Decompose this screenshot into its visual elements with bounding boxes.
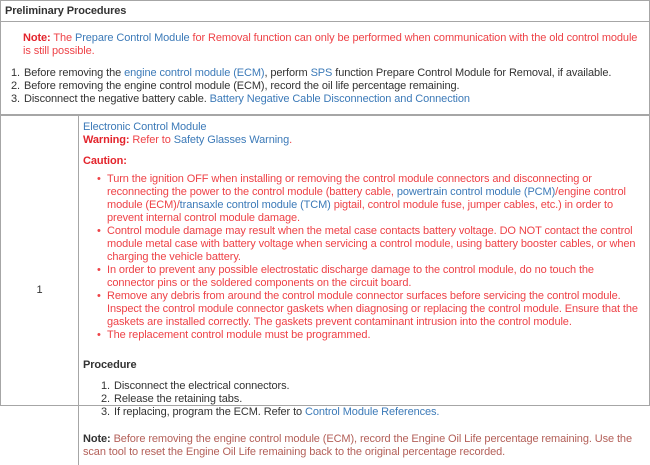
step-text: [24, 93, 470, 105]
link-control-module-references[interactable]: Control Module References.: [305, 406, 440, 418]
caution-item: [107, 329, 641, 342]
list-item: [11, 80, 643, 93]
note-label: Note:: [23, 32, 51, 44]
step-text: [24, 67, 611, 79]
list-marker: 1.: [11, 67, 20, 79]
procedure-steps: [83, 380, 641, 419]
note-text: [23, 32, 637, 57]
text-segment: Release the retaining tabs.: [113, 393, 243, 405]
list-item: [101, 393, 641, 406]
text-segment: for Removal function can only be performed when communication with the old control module is still possible.: [23, 32, 638, 57]
link-sps[interactable]: SPS: [310, 67, 333, 79]
text-segment: Control module damage may result when the metal case contacts battery voltage. DO NOT contact the control module metal case with battery voltage when servicing a control module, using battery booster cables, or when charging the vehicle battery.: [107, 225, 636, 263]
list-marker: 1.: [101, 380, 110, 392]
text-segment: If replacing, program the ECM. Refer to: [113, 406, 306, 418]
text-segment: Before removing the engine control module (ECM), record the Engine Oil Life percentage remaining. Use the scan tool to reset the Engine Oil Life remaining back to the original percentage recorded.: [83, 433, 632, 458]
caution-text: [107, 264, 594, 289]
text-segment: Disconnect the negative battery cable.: [23, 93, 210, 105]
row-number: 1: [36, 284, 43, 296]
link-transaxle-control-module[interactable]: transaxle control module (TCM): [179, 199, 331, 211]
row-number-cell: [1, 116, 79, 465]
text-segment: Before removing the engine control module (ECM), record the oil life percentage remaining.: [23, 80, 460, 92]
procedure-heading: Procedure: [83, 359, 137, 371]
list-item: [101, 380, 641, 393]
module-title: [83, 121, 641, 134]
text-segment: .: [289, 134, 293, 146]
preliminary-note: [23, 32, 643, 58]
caution-text: [107, 290, 638, 328]
preliminary-steps: [11, 67, 643, 106]
text-segment: pigtail, control module fuse, jumper cables, etc.) in order to prevent internal control module damage.: [107, 199, 614, 224]
text-segment: function Prepare Control Module for Removal, if available.: [332, 67, 612, 79]
list-item: [11, 93, 643, 106]
text-segment: Refer to: [129, 134, 174, 146]
caution-item: [107, 173, 641, 225]
procedure-table-row: [1, 115, 649, 465]
step-text: [114, 380, 289, 392]
link-battery-negative-cable[interactable]: Battery Negative Cable Disconnection and Connection: [209, 93, 470, 105]
text-segment: , perform: [264, 67, 311, 79]
list-marker: 2.: [11, 80, 20, 92]
text-segment: Before removing the: [23, 67, 125, 79]
module-title-link[interactable]: Electronic Control Module: [83, 121, 207, 133]
step-text: [24, 80, 460, 92]
procedure-content-cell: [79, 116, 649, 465]
step-text: [114, 393, 242, 405]
warning-line: [83, 134, 641, 147]
note-text: [83, 433, 632, 458]
caution-text: [107, 173, 626, 224]
link-engine-control-module[interactable]: engine control module (ECM): [124, 67, 265, 79]
bottom-note: [83, 433, 641, 465]
caution-text: [107, 329, 370, 341]
caution-label: Caution:: [83, 155, 127, 167]
text-segment: Turn the ignition OFF when installing or removing the control module connectors and disconnecting or reconnecting the power to the control module (battery cable,: [107, 173, 592, 198]
text-segment: In order to prevent any possible electrostatic discharge damage to the control module, do no touch the connector pins or the soldered components on the circuit board.: [107, 264, 594, 289]
link-prepare-control-module[interactable]: Prepare Control Module: [74, 32, 190, 44]
text-segment: /engine control module (ECM)/: [107, 186, 626, 211]
text-segment: The replacement control module must be programmed.: [107, 329, 371, 341]
caution-item: [107, 264, 641, 290]
list-marker: 3.: [11, 93, 20, 105]
list-marker: 2.: [101, 393, 110, 405]
list-item: [101, 406, 641, 419]
list-item: [11, 67, 643, 80]
text-segment: Disconnect the electrical connectors.: [113, 380, 290, 392]
warning-label: Warning:: [83, 134, 130, 146]
step-text: [114, 406, 439, 418]
caution-item: [107, 225, 641, 264]
caution-item: [107, 290, 641, 329]
link-safety-glasses-warning[interactable]: Safety Glasses Warning: [173, 134, 290, 146]
list-marker: 3.: [101, 406, 110, 418]
link-powertrain-control-module[interactable]: powertrain control module (PCM): [396, 186, 556, 198]
text-segment: The: [50, 32, 75, 44]
caution-list: [83, 173, 641, 342]
text-segment: Remove any debris from around the control module connector surfaces before servicing the control module. Inspect the control module connector gaskets when diagnosing or replacing the control module. Ensure that the gaskets are installed correctly. The gaskets prevent contaminant intrusion into the control module.: [107, 290, 638, 328]
section-header: [1, 1, 649, 22]
note-label: Note:: [83, 433, 111, 445]
preliminary-section: [1, 22, 649, 115]
caution-text: [107, 225, 635, 263]
page-title: Preliminary Procedures: [5, 5, 127, 17]
warning-text: [129, 134, 292, 146]
